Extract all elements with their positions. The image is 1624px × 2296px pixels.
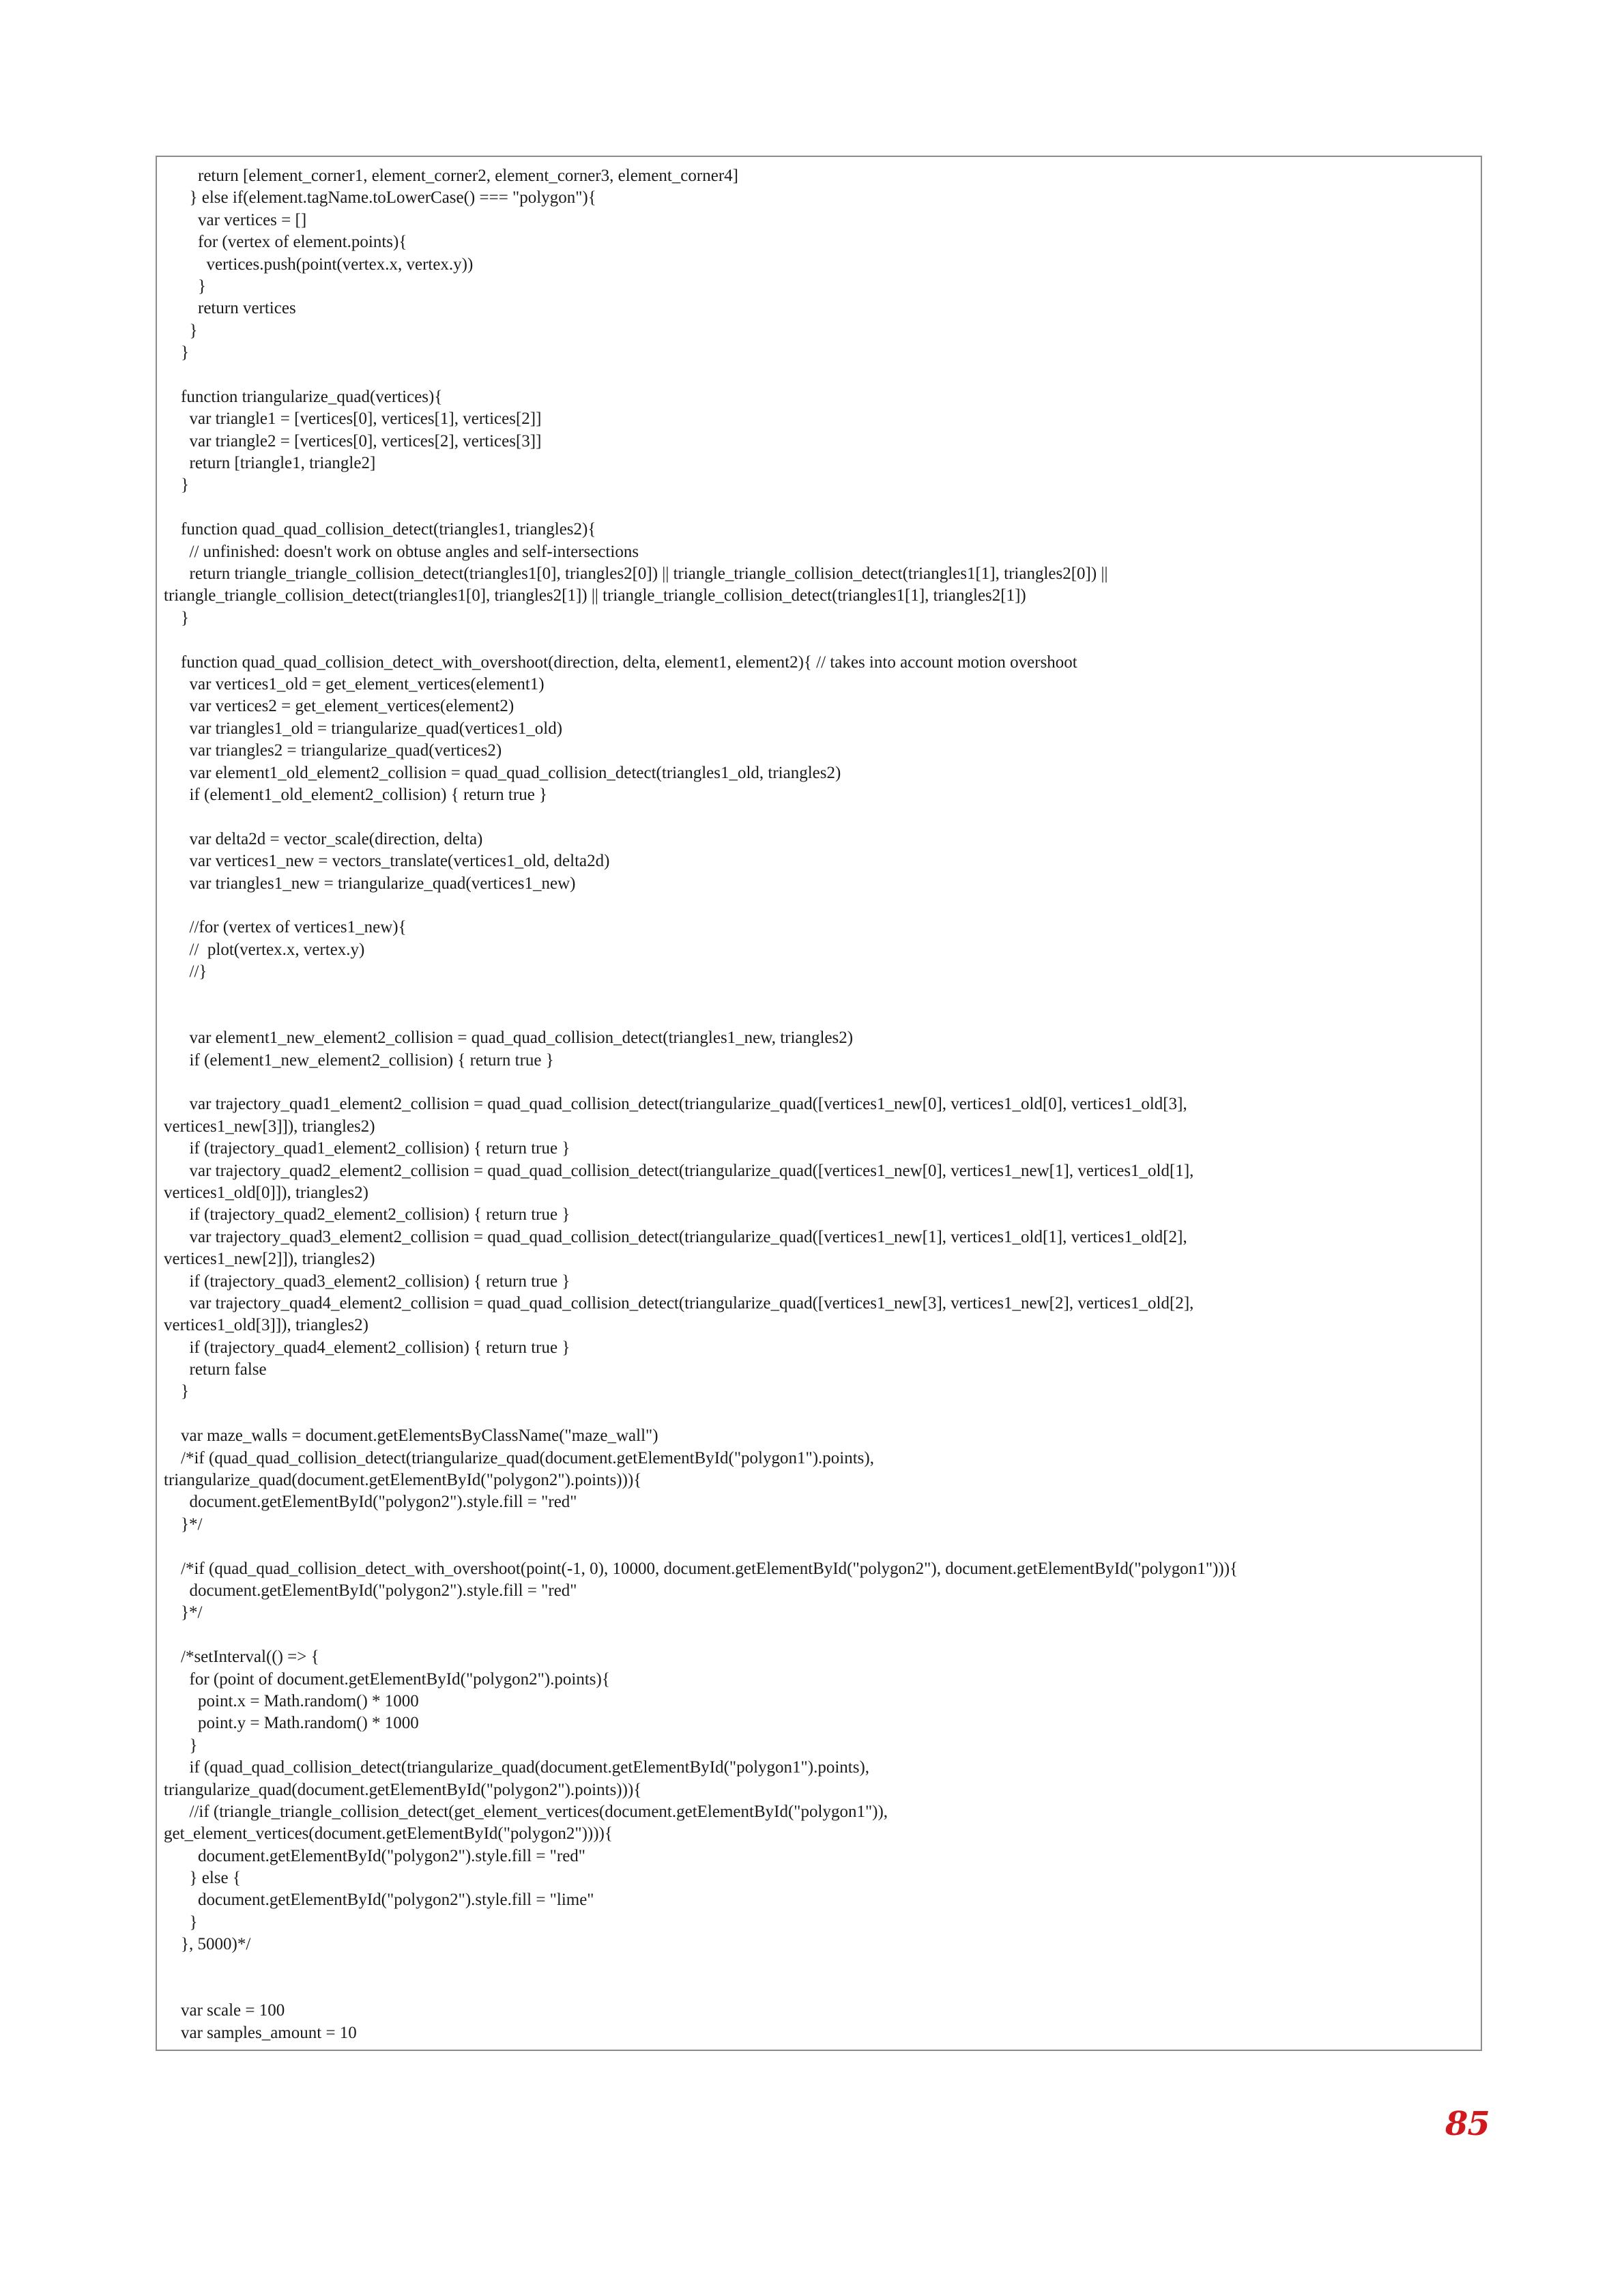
- code-line: if (trajectory_quad4_element2_collision) { return true }: [164, 1338, 570, 1357]
- code-line: var triangles1_new = triangularize_quad(vertices1_new): [164, 874, 576, 893]
- code-line: point.x = Math.random() * 1000: [164, 1691, 419, 1710]
- code-line: if (element1_new_element2_collision) { return true }: [164, 1050, 554, 1070]
- code-line: var triangles1_old = triangularize_quad(vertices1_old): [164, 719, 563, 738]
- code-line: var maze_walls = document.getElementsByClassName("maze_wall"): [164, 1426, 658, 1446]
- code-line: triangularize_quad(document.getElementById("polygon2").points))){: [164, 1471, 642, 1490]
- code-line: var vertices = []: [164, 210, 307, 229]
- code-line: function triangularize_quad(vertices){: [164, 387, 443, 406]
- code-line: [164, 1956, 1477, 1978]
- code-line: }: [164, 476, 189, 495]
- code-line: vertices1_new[2]]), triangles2): [164, 1250, 375, 1269]
- code-line: var samples_amount = 10: [164, 2023, 357, 2042]
- code-line: var element1_old_element2_collision = quad_quad_collision_detect(triangles1_old, triangles2): [164, 763, 841, 782]
- code-line: for (point of document.getElementById("polygon2").points){: [164, 1669, 610, 1689]
- code-line: vertices.push(point(vertex.x, vertex.y)): [164, 255, 474, 274]
- code-line: // plot(vertex.x, vertex.y): [164, 940, 365, 959]
- code-listing: [164, 165, 1477, 2044]
- code-line: var triangle1 = [vertices[0], vertices[1], vertices[2]]: [164, 410, 542, 429]
- code-line: /*setInterval(() => {: [164, 1648, 319, 1667]
- code-line: get_element_vertices(document.getElementById("polygon2")))){: [164, 1824, 613, 1843]
- code-line: point.y = Math.random() * 1000: [164, 1714, 419, 1733]
- code-line: if (trajectory_quad1_element2_collision) { return true }: [164, 1139, 570, 1158]
- code-line: var delta2d = vector_scale(direction, delta): [164, 829, 483, 848]
- code-line: [164, 1403, 1477, 1425]
- code-line: }: [164, 608, 189, 627]
- code-line: document.getElementById("polygon2").style.fill = "red": [164, 1493, 577, 1512]
- code-line: return vertices: [164, 299, 296, 318]
- code-line: }: [164, 1382, 189, 1401]
- code-line: document.getElementById("polygon2").style.fill = "red": [164, 1581, 577, 1600]
- code-line: if (trajectory_quad2_element2_collision) { return true }: [164, 1205, 570, 1224]
- code-line: var trajectory_quad4_element2_collision = quad_quad_collision_detect(triangularize_quad([vertices1_new[3], vertices1_new[2], vertices1_old[2],: [164, 1293, 1194, 1312]
- code-line: function quad_quad_collision_detect(triangles1, triangles2){: [164, 520, 596, 539]
- code-line: var vertices2 = get_element_vertices(element2): [164, 697, 514, 716]
- code-line: }: [164, 343, 189, 362]
- code-line: var triangle2 = [vertices[0], vertices[2], vertices[3]]: [164, 431, 542, 450]
- code-line: // unfinished: doesn't work on obtuse angles and self-intersections: [164, 542, 639, 561]
- code-line: [164, 1005, 1477, 1027]
- code-line: /*if (quad_quad_collision_detect(triangularize_quad(document.getElementById("polygon1").points),: [164, 1448, 874, 1467]
- code-line: }, 5000)*/: [164, 1935, 251, 1954]
- code-line: [164, 629, 1477, 651]
- page-number: 85: [1445, 2105, 1490, 2143]
- code-line: vertices1_new[3]]), triangles2): [164, 1117, 375, 1136]
- code-listing-frame: [156, 156, 1482, 2051]
- code-line: //}: [164, 962, 207, 981]
- code-line: }: [164, 276, 206, 296]
- code-line: /*if (quad_quad_collision_detect_with_overshoot(point(-1, 0), 10000, document.getElementById("polygon2"), document.getElementById("polygon1"))){: [164, 1559, 1238, 1578]
- code-line: return false: [164, 1360, 267, 1379]
- code-line: var vertices1_new = vectors_translate(vertices1_old, delta2d): [164, 852, 610, 871]
- code-line: triangle_triangle_collision_detect(triangles1[0], triangles2[1]) || triangle_triangle_collision_detect(triangles1[1], triangles2[1]): [164, 586, 1026, 605]
- code-line: [164, 895, 1477, 917]
- code-line: [164, 1536, 1477, 1558]
- code-line: return triangle_triangle_collision_detect(triangles1[0], triangles2[0]) || triangle_triangle_collision_detect(triangles1[1], triangles2[0]) ||: [164, 564, 1108, 584]
- code-line: var trajectory_quad1_element2_collision = quad_quad_collision_detect(triangularize_quad([vertices1_new[0], vertices1_old[0], vertices1_old[3],: [164, 1095, 1187, 1114]
- code-line: [164, 983, 1477, 1005]
- code-line: if (quad_quad_collision_detect(triangularize_quad(document.getElementById("polygon1").points),: [164, 1758, 870, 1777]
- code-line: //for (vertex of vertices1_new){: [164, 918, 407, 937]
- code-line: }*/: [164, 1603, 203, 1622]
- code-line: var triangles2 = triangularize_quad(vertices2): [164, 741, 502, 760]
- code-line: var vertices1_old = get_element_vertices(element1): [164, 674, 545, 693]
- code-line: [164, 364, 1477, 386]
- code-line: [164, 1624, 1477, 1646]
- code-line: return [triangle1, triangle2]: [164, 454, 376, 473]
- code-line: } else if(element.tagName.toLowerCase() === "polygon"){: [164, 188, 596, 207]
- code-line: vertices1_old[0]]), triangles2): [164, 1183, 368, 1202]
- code-line: [164, 497, 1477, 519]
- code-line: vertices1_old[3]]), triangles2): [164, 1316, 368, 1335]
- code-line: if (element1_old_element2_collision) { return true }: [164, 785, 548, 804]
- code-line: //if (triangle_triangle_collision_detect(get_element_vertices(document.getElementById("polygon1")),: [164, 1802, 888, 1821]
- code-line: for (vertex of element.points){: [164, 233, 407, 252]
- code-line: document.getElementById("polygon2").style.fill = "red": [164, 1846, 585, 1865]
- code-line: function quad_quad_collision_detect_with_overshoot(direction, delta, element1, element2){ // takes into account motion overshoot: [164, 652, 1077, 672]
- code-line: var scale = 100: [164, 2001, 285, 2020]
- code-line: }: [164, 1736, 198, 1755]
- code-line: var element1_new_element2_collision = quad_quad_collision_detect(triangles1_new, triangles2): [164, 1029, 854, 1048]
- code-line: }*/: [164, 1515, 203, 1534]
- code-line: if (trajectory_quad3_element2_collision) { return true }: [164, 1272, 570, 1291]
- code-line: [164, 806, 1477, 828]
- code-line: var trajectory_quad2_element2_collision = quad_quad_collision_detect(triangularize_quad([vertices1_new[0], vertices1_new[1], vertices1_old[1],: [164, 1161, 1194, 1180]
- code-line: } else {: [164, 1869, 241, 1888]
- code-line: [164, 1978, 1477, 2000]
- code-line: document.getElementById("polygon2").style.fill = "lime": [164, 1891, 594, 1910]
- code-line: return [element_corner1, element_corner2, element_corner3, element_corner4]: [164, 167, 738, 185]
- code-line: [164, 1072, 1477, 1093]
- code-line: }: [164, 1912, 198, 1932]
- code-line: }: [164, 321, 198, 340]
- code-line: triangularize_quad(document.getElementById("polygon2").points))){: [164, 1780, 642, 1799]
- code-line: var trajectory_quad3_element2_collision = quad_quad_collision_detect(triangularize_quad([vertices1_new[1], vertices1_old[1], vertices1_old[2],: [164, 1227, 1187, 1246]
